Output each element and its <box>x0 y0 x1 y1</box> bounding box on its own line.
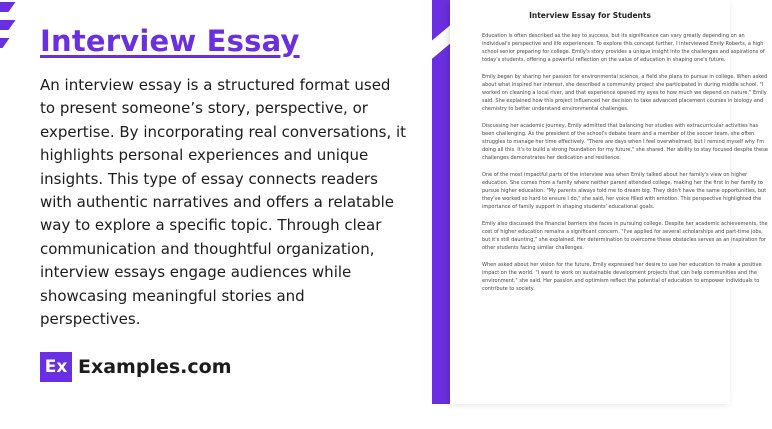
document-paragraph: One of the most impactful parts of the interview was when Emily talked about her family's view on higher education. She comes from a family where neither parent attended college, making her the first in her family to pursue higher education. "My parents always told me to dream big. They didn't have the same opportunities, but they've worked so hard to ensure I do," she said, her voice filled with emotion. This perspective highlighted the importance of family support in shaping students' educational goals. <box>482 172 767 210</box>
document-title: Interview Essay for Students <box>529 11 651 20</box>
essay-document <box>450 0 768 404</box>
document-paragraph: Discussing her academic journey, Emily admitted that balancing her studies with extracurricular activities has been challenging. As the president of the school's debate team and a member of the soccer team, she often struggles to manage her time effectively. "There are days when I feel overwhelmed, but I remind myself why I'm doing all this. It's to build a strong foundation for my future," she shared. Her ability to stay focused despite these challenges demonstrates her dedication and resilience. <box>482 123 768 161</box>
page-title: Interview Essay <box>40 24 300 58</box>
document-paragraph: Education is often described as the key to success, but its significance can vary greatly depending on an individual's perspective and life experiences. To explore this concept further, I interviewed Emily Roberts, a high school senior preparing for college. Emily's story provides a unique insight into the challenges and aspirations of today's students, offering a powerful reflection on the value of education in shaping one's future. <box>482 33 765 63</box>
intro-paragraph: An interview essay is a structured format used to present someone’s story, perspective, or expertise. By incorporating real conversations, it highlights personal experiences and unique insights. This type of essay connects readers with authentic narratives and offers a relatable way to explore a specific topic. Through clear communication and thoughtful organization, interview essays engage audiences while showcasing meaningful stories and perspectives. <box>40 76 407 329</box>
brand-footer[interactable] <box>40 352 232 382</box>
document-paragraph: Emily also discussed the financial barriers she faces in pursuing college. Despite her academic achievements, the cost of higher education remains a significant concern. "I've applied for several scholarships and part-time jobs, but it's still daunting," she explained. Her determination to overcome these obstacles serves as an inspiration for other students facing similar challenges. <box>482 221 768 251</box>
brand-logo-icon: Ex <box>40 352 72 382</box>
document-paragraph: Emily began by sharing her passion for environmental science, a field she plans to pursue in college. When asked about what inspired her interest, she described a community project she participated in during middle school. "I worked on cleaning a local river, and that experience opened my eyes to how much we depend on nature," Emily said. She explained how this project influenced her decision to take advanced placement courses in biology and chemistry to better understand environmental challenges. <box>482 74 768 112</box>
document-preview-panel <box>432 0 768 404</box>
document-paragraph: When asked about her vision for the future, Emily expressed her desire to use her education to make a positive impact on the world. "I want to work on sustainable development projects that can help communities and the environment," she said. Her passion and optimism reflect the potential of education to empower individuals to contribute to society. <box>482 262 762 292</box>
brand-name: Examples.com <box>78 356 232 378</box>
corner-stripes <box>0 0 20 64</box>
